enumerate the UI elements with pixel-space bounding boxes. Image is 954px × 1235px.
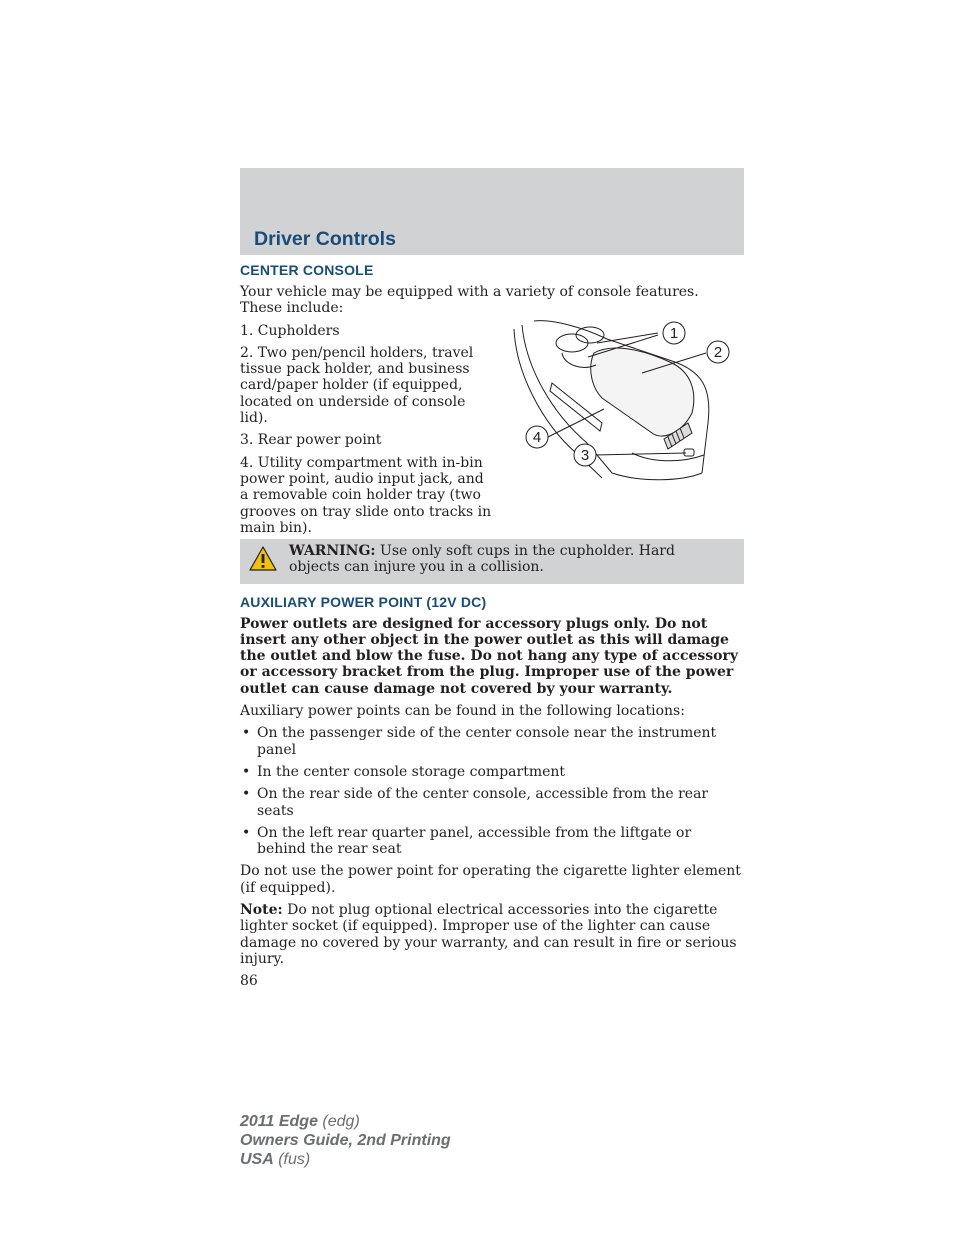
console-side-line xyxy=(522,325,612,473)
console-features-block xyxy=(240,323,744,535)
section-header-band xyxy=(240,168,744,255)
aux-power-notice: Power outlets are designed for accessory plugs only. Do not insert any other object in the power outlet as this will damage the outlet and blow the fuse. Do not hang any type of accessory or accessory bracket from the plug. Improper use of the power outlet can cause damage not covered by your warranty. xyxy=(240,615,739,697)
callout-label-3: 3 xyxy=(580,446,590,464)
footer-line-1: 2011 Edge (edg) xyxy=(240,1113,360,1130)
callout-label-1: 1 xyxy=(669,324,679,342)
warning-label: WARNING: xyxy=(289,542,376,559)
center-console-heading: CENTER CONSOLE xyxy=(240,262,374,278)
bullet: • xyxy=(242,786,251,803)
footer-line-2: Owners Guide, 2nd Printing xyxy=(240,1132,451,1149)
callout-leader-3 xyxy=(594,453,686,455)
callout-label-4: 4 xyxy=(532,428,542,446)
center-console-intro: Your vehicle may be equipped with a variety of console features. These include: xyxy=(240,284,699,317)
warning-message: Use only soft cups in the cupholder. Hard objects can injure you in a collision. xyxy=(289,542,675,575)
callout-label-2: 2 xyxy=(713,343,723,361)
document-footer xyxy=(240,1112,451,1169)
console-feature-item: 4. Utility compartment with in-bin power point, audio input jack, and a removable coin holder tray (two grooves on tray slide onto tracks in main bin). xyxy=(240,454,492,536)
warning-box xyxy=(240,539,744,584)
note-message: Do not plug optional electrical accessories into the cigarette lighter socket (if equipped). Improper use of the lighter can cause damage no covered by your warranty, and can result in fire or serious injury. xyxy=(240,902,737,967)
bullet: • xyxy=(242,824,251,841)
list-item: • On the left rear quarter panel, accessible from the liftgate or behind the rear seat xyxy=(242,824,692,858)
list-item: • On the passenger side of the center console near the instrument panel xyxy=(242,725,717,758)
list-item: • On the rear side of the center console, accessible from the rear seats xyxy=(242,786,709,819)
warning-text xyxy=(289,543,724,576)
section-title: Driver Controls xyxy=(254,228,396,250)
page-content xyxy=(240,262,744,990)
console-feature-item: 3. Rear power point xyxy=(240,432,382,449)
aux-power-heading: AUXILIARY POWER POINT (12V DC) xyxy=(240,593,487,610)
bullet: • xyxy=(242,763,251,780)
center-console-illustration xyxy=(512,313,744,488)
bullet: • xyxy=(242,725,251,742)
console-feature-item: 2. Two pen/pencil holders, travel tissue pack holder, and business card/paper holder (if equipped, located on underside of console lid). xyxy=(240,344,474,427)
cupholder-shape xyxy=(556,334,588,352)
console-feature-item: 1. Cupholders xyxy=(240,322,340,339)
warning-triangle-icon xyxy=(249,546,277,571)
list-item: • In the center console storage compartment xyxy=(242,763,566,780)
note-label: Note: xyxy=(240,902,283,919)
console-features-list xyxy=(240,323,492,537)
note-text xyxy=(240,902,744,967)
footer-line-3: USA (fus) xyxy=(240,1151,311,1168)
aux-power-locations-list xyxy=(240,725,744,857)
lighter-warning-text: Do not use the power point for operating the cigarette lighter element (if equipped). xyxy=(240,863,741,896)
console-base-line xyxy=(612,473,702,480)
rear-power-point-shape xyxy=(684,449,694,456)
aux-power-locations-intro: Auxiliary power points can be found in the following locations: xyxy=(240,703,685,720)
page-number: 86 xyxy=(240,973,258,990)
utility-compartment-shape xyxy=(550,383,602,431)
